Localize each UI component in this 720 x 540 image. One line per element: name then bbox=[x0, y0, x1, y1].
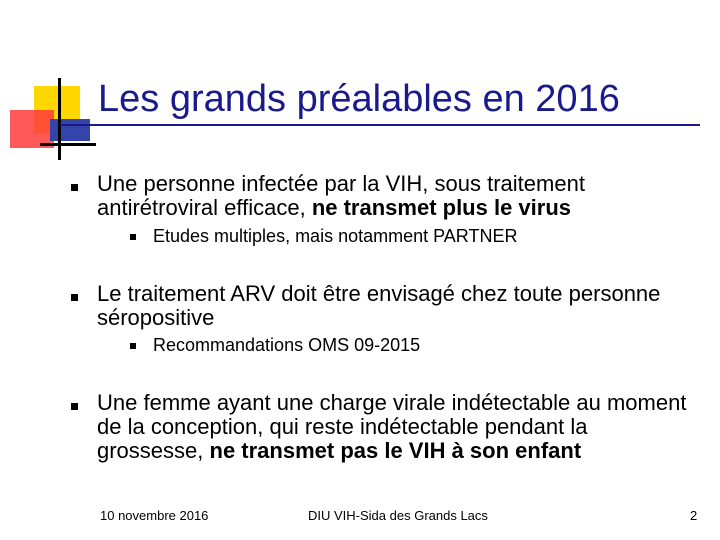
bullet-1-text-bold: ne transmet plus le virus bbox=[311, 195, 572, 220]
bullet-1-text bbox=[97, 172, 697, 220]
footer-page-number: 2 bbox=[690, 508, 698, 523]
title-underline bbox=[60, 124, 700, 126]
bullet-3-text bbox=[97, 391, 697, 463]
logo-vertical-line bbox=[58, 78, 61, 160]
footer-date: 10 novembre 2016 bbox=[100, 508, 209, 523]
logo-blue-square bbox=[50, 119, 90, 141]
bullet-marker bbox=[71, 184, 78, 191]
logo-horizontal-line bbox=[40, 143, 96, 146]
bullet-marker bbox=[71, 294, 78, 301]
slide-logo bbox=[0, 0, 100, 170]
bullet-1-text-regular: Une personne infectée par la VIH, sous traitement antirétroviral efficace, bbox=[97, 171, 585, 220]
sub-bullet-marker bbox=[130, 343, 136, 349]
bullet-marker bbox=[71, 403, 78, 410]
bullet-2-text-regular: Le traitement ARV doit être envisagé chez toute personne séropositive bbox=[97, 281, 661, 330]
sub-bullet-marker bbox=[130, 234, 136, 240]
bullet-1-subtext: Etudes multiples, mais notamment PARTNER bbox=[153, 226, 518, 246]
bullet-2-text bbox=[97, 282, 697, 330]
footer-center: DIU VIH-Sida des Grands Lacs bbox=[308, 508, 488, 523]
bullet-2-subtext: Recommandations OMS 09-2015 bbox=[153, 335, 421, 355]
slide-title: Les grands préalables en 2016 bbox=[98, 78, 620, 120]
bullet-3-text-regular: Une femme ayant une charge virale indétectable au moment de la conception, qui reste indétectable pendant la grossesse, bbox=[97, 390, 687, 463]
bullet-3-text-bold: ne transmet pas le VIH à son enfant bbox=[209, 438, 582, 463]
